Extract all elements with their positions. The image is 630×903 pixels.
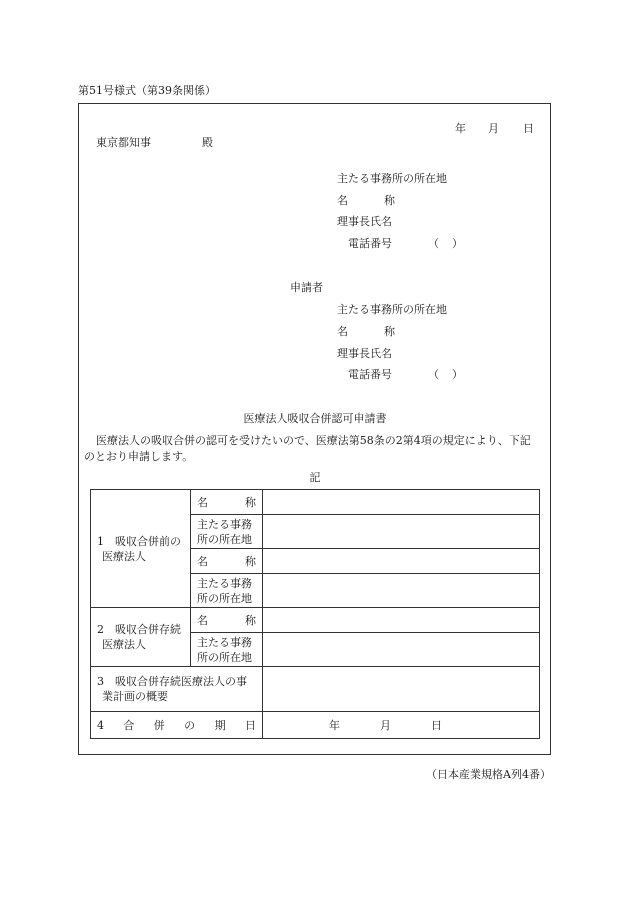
s4-label-3: の [184,718,196,732]
org1-director-label: 理事長氏名 [337,215,392,228]
s1b-address-sub [191,574,263,608]
s4-label-5: 日 [244,718,256,732]
org2-address-label: 主たる事務所の所在地 [337,303,447,316]
s4-label-4: 期 [214,718,226,732]
org1-name-label-a: 名 [337,194,348,207]
org1-phone-open: （ [428,237,439,250]
s4-label-0: 4 [97,718,104,732]
s4-label-1: 合 [123,718,135,732]
s1-name-sub-a: 名 [197,495,208,509]
org1-phone-label: 電話番号 [348,237,392,250]
s2-address-sub [191,633,263,667]
s1b-name-sub-a: 名 [197,554,208,568]
merger-date-year: 年 [329,718,340,732]
addressee-name: 東京都知事 [96,136,151,149]
section1-label-line2: 医療法人 [102,549,146,563]
body-text-line2: のとおり申請します。 [84,450,194,463]
merger-date-value[interactable] [263,712,540,739]
org2-phone-close: ） [452,368,463,381]
s1-address-sub-line2: 所の所在地 [197,532,252,546]
document-title: 医療法人吸収合併認可申請書 [243,412,387,425]
ki-label: 記 [309,471,321,484]
date-month: 月 [488,122,499,135]
org2-name-label-a: 名 [337,325,348,338]
merger-date-day: 日 [431,718,442,732]
footer-note: （日本産業規格A列4番） [426,768,551,781]
s2-address-value[interactable] [263,633,540,667]
s1-address-sub [191,515,263,549]
section3-label-cell [91,667,263,712]
addressee-honorific: 殿 [202,136,213,149]
s1b-name-value[interactable] [263,549,540,574]
applicant-label: 申請者 [290,281,323,294]
s1b-name-sub-b: 称 [245,554,256,568]
s4-label-2: 併 [153,718,165,732]
section3-label-line2: 業計画の概要 [102,690,168,703]
s2-address-sub-line1: 主たる事務 [197,635,252,649]
date-day: 日 [523,122,534,135]
s1b-name-sub [191,549,263,574]
section1-label-cell [91,490,191,608]
s1b-address-sub-line1: 主たる事務 [197,576,252,590]
date-year: 年 [455,122,466,135]
org1-address-label: 主たる事務所の所在地 [337,172,447,185]
org2-name-label-b: 称 [384,325,395,338]
s2-name-sub-b: 称 [245,613,256,627]
s2-name-sub [191,608,263,633]
form-number: 第51号様式（第39条関係） [78,84,216,97]
s1-address-value[interactable] [263,515,540,549]
s1-name-sub [191,490,263,515]
s1b-address-sub-line2: 所の所在地 [197,591,252,605]
org2-director-label: 理事長氏名 [337,347,392,360]
body-text-line1: 医療法人の吸収合併の認可を受けたいので、医療法第58条の2第4項の規定により、下記 [96,434,531,447]
s2-address-sub-line2: 所の所在地 [197,650,252,664]
section3-label-line1: 3 吸収合併存続医療法人の事 [97,675,247,688]
section2-label-line2: 医療法人 [102,638,146,651]
s2-name-value[interactable] [263,608,540,633]
merger-details-table [90,489,540,739]
section2-label-cell [91,608,191,667]
section3-value[interactable] [263,667,540,712]
org2-phone-open: （ [428,368,439,381]
s1b-address-value[interactable] [263,574,540,608]
org1-phone-close: ） [452,237,463,250]
s1-name-sub-b: 称 [245,495,256,509]
section4-label-cell [91,712,263,739]
section2-label-line1: 2 吸収合併存続 [97,623,181,636]
s1-address-sub-line1: 主たる事務 [197,517,252,531]
section1-label-line1: 1 吸収合併前の [97,534,181,548]
org1-name-label-b: 称 [384,194,395,207]
s1-name-value[interactable] [263,490,540,515]
s2-name-sub-a: 名 [197,613,208,627]
org2-phone-label: 電話番号 [348,368,392,381]
merger-date-month: 月 [380,718,391,732]
